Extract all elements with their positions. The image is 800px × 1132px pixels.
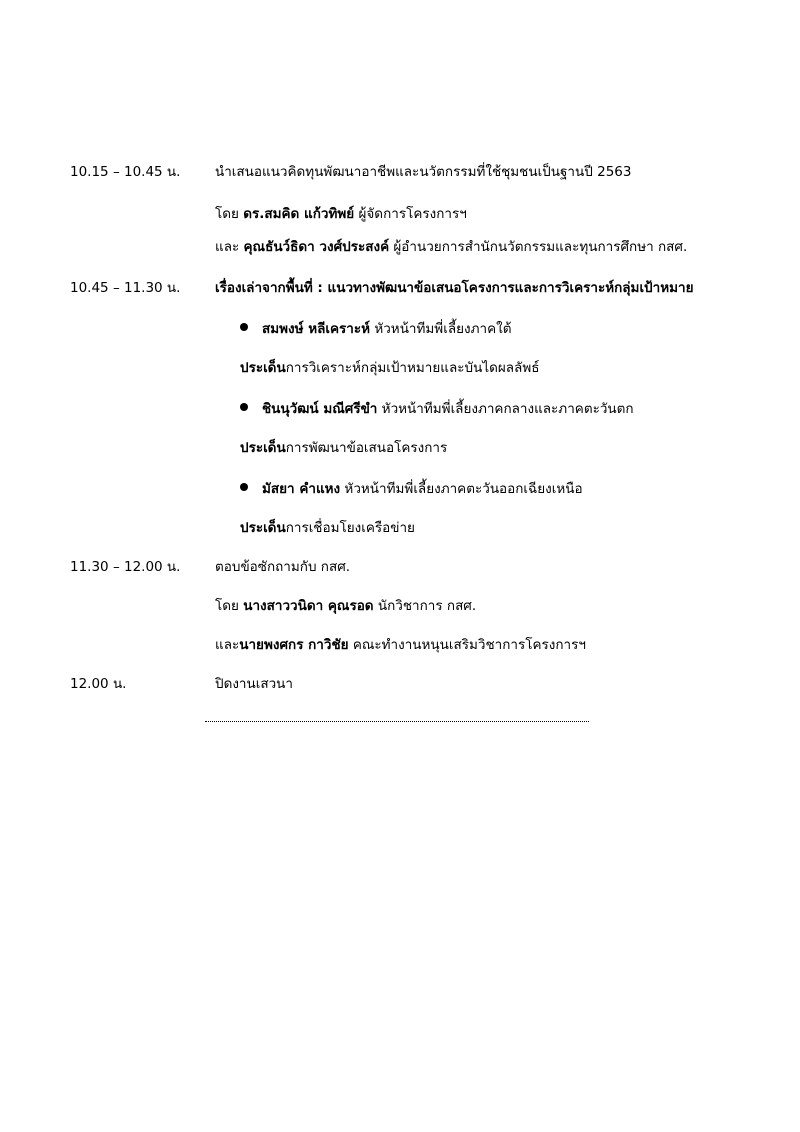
session-time: 11.30 – 12.00 น. [70,559,181,575]
presenter-line [215,636,586,654]
session-time: 12.00 น. [70,676,127,692]
topic-label: ประเด็น [240,440,286,456]
session-title: ปิดงานเสวนา [215,676,293,692]
topic-label: ประเด็น [240,360,286,376]
speaker-name: ชินนุวัฒน์ มณีศรีขำ [262,401,378,417]
session-title: ตอบข้อซักถามกับ กสศ. [215,559,351,575]
presenter-line [215,238,687,256]
topic-text: การเชื่อมโยงเครือข่าย [285,520,415,536]
speaker-role: หัวหน้าทีมพี่เลี้ยงภาคกลางและภาคตะวันตก [377,401,634,417]
presenter-line [215,597,476,615]
speaker-name: มัสยา คำแหง [262,481,341,497]
speaker-item [240,400,634,418]
presenter-line [215,205,467,223]
session-time: 10.45 – 11.30 น. [70,280,181,296]
topic-label: ประเด็น [240,520,286,536]
presenter-role: คณะทำงานหนุนเสริมวิชาการโครงการฯ [348,637,586,653]
presenter-role: ผู้จัดการโครงการฯ [354,206,467,222]
presenter-prefix: และ [215,239,244,255]
speaker-topic [240,359,539,377]
dotted-divider [205,721,589,722]
presenter-prefix: โดย [215,206,244,222]
speaker-role: หัวหน้าทีมพี่เลี้ยงภาคใต้ [370,321,512,337]
presenter-name: นายพงศกร กาวิชัย [239,637,349,653]
speaker-item [240,320,511,338]
presenter-name: นางสาววนิดา คุณรอด [243,598,374,614]
topic-text: การพัฒนาข้อเสนอโครงการ [285,440,448,456]
session-title-text: เรื่องเล่าจากพื้นที่ : แนวทางพัฒนาข้อเสนอโครงการและการวิเคราะห์กลุ่มเป้าหมาย [215,280,694,296]
presenter-name: ดร.สมคิด แก้วทิพย์ [243,206,355,222]
speaker-topic [240,519,415,537]
topic-text: การวิเคราะห์กลุ่มเป้าหมายและบันไดผลลัพธ์ [285,360,540,376]
presenter-role: ผู้อำนวยการสำนักนวัตกรรมและทุนการศึกษา กสศ. [389,239,688,255]
session-time: 10.15 – 10.45 น. [70,164,181,180]
presenter-prefix: และ [215,637,240,653]
presenter-name: คุณธันว์ธิดา วงศ์ประสงค์ [243,239,390,255]
bullet-icon [240,483,248,491]
speaker-item [240,480,583,498]
bullet-icon [240,403,248,411]
bullet-icon [240,323,248,331]
speaker-topic [240,439,447,457]
speaker-role: หัวหน้าทีมพี่เลี้ยงภาคตะวันออกเฉียงเหนือ [340,481,583,497]
presenter-role: นักวิชาการ กสศ. [373,598,477,614]
session-title [215,279,694,297]
session-title: นำเสนอแนวคิดทุนพัฒนาอาชีพและนวัตกรรมที่ใช้ชุมชนเป็นฐานปี 2563 [215,164,632,180]
speaker-name: สมพงษ์ หลีเคราะห์ [262,321,371,337]
presenter-prefix: โดย [215,598,244,614]
